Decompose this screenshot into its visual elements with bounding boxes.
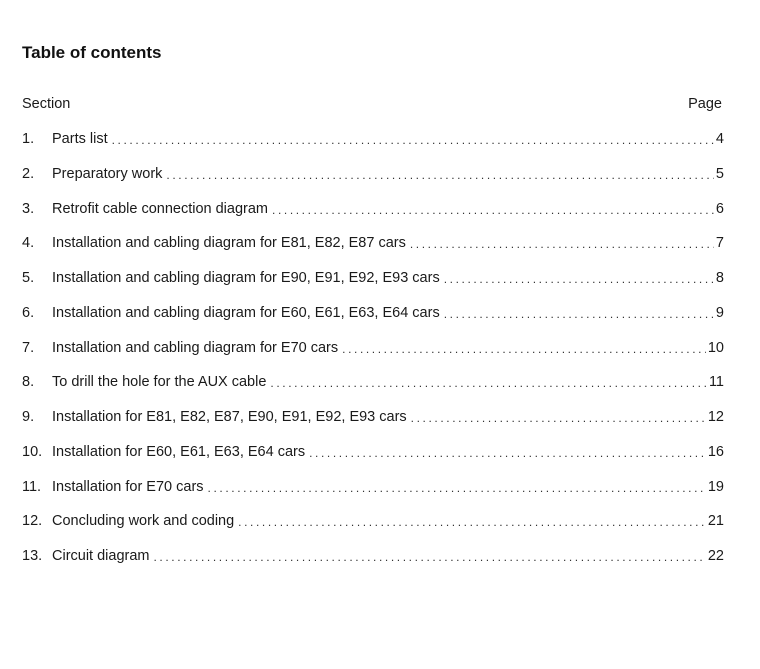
toc-entry-8[interactable] xyxy=(22,374,724,409)
toc-entry-number: 1. xyxy=(22,131,35,147)
toc-entry-label: Parts list xyxy=(52,131,108,147)
dot-leader xyxy=(272,202,714,218)
toc-entry-label: Installation for E60, E61, E63, E64 cars xyxy=(52,443,306,460)
toc-entry-number: 12. xyxy=(22,513,43,530)
toc-entry-page: 19 xyxy=(707,478,724,495)
toc-entry-label: Preparatory work xyxy=(52,165,163,182)
toc-entry-5[interactable] xyxy=(22,270,724,305)
toc-entry-label: Circuit diagram xyxy=(52,548,150,564)
toc-entry-1[interactable] xyxy=(22,131,724,166)
toc-list xyxy=(22,131,724,583)
toc-entry-number: 4. xyxy=(22,235,35,252)
toc-entry-label: Installation and cabling diagram for E70 cars xyxy=(52,339,339,356)
toc-entry-label: Installation for E70 cars xyxy=(52,478,204,495)
toc-entry-number: 7. xyxy=(22,339,35,356)
toc-entry-number: 5. xyxy=(22,270,35,286)
section-column-label: Section xyxy=(22,96,71,112)
toc-entry-page: 9 xyxy=(715,304,724,321)
dot-leader xyxy=(166,167,714,183)
toc-entry-page: 4 xyxy=(715,131,724,147)
toc-header xyxy=(22,96,722,116)
page-title: Table of contents xyxy=(22,43,162,62)
toc-entry-6[interactable] xyxy=(22,305,724,340)
page-column-label: Page xyxy=(688,96,722,112)
toc-entry-10[interactable] xyxy=(22,444,724,479)
dot-leader xyxy=(270,375,707,391)
toc-entry-page: 21 xyxy=(707,513,724,530)
toc-entry-label: Installation and cabling diagram for E81, E82, E87 cars xyxy=(52,235,406,252)
toc-entry-9[interactable] xyxy=(22,409,724,444)
toc-entry-page: 7 xyxy=(715,235,724,252)
dot-leader xyxy=(410,236,714,252)
dot-leader xyxy=(154,549,706,565)
toc-entry-number: 6. xyxy=(22,304,35,321)
toc-entry-3[interactable] xyxy=(22,201,724,236)
toc-entry-7[interactable] xyxy=(22,340,724,375)
toc-entry-number: 11. xyxy=(22,478,42,495)
toc-entry-13[interactable] xyxy=(22,548,724,583)
toc-entry-number: 8. xyxy=(22,374,35,391)
toc-entry-2[interactable] xyxy=(22,166,724,201)
toc-entry-label: Retrofit cable connection diagram xyxy=(52,200,269,217)
dot-leader xyxy=(342,341,706,357)
toc-entry-number: 2. xyxy=(22,165,35,182)
dot-leader xyxy=(411,410,706,426)
toc-entry-label: Concluding work and coding xyxy=(52,513,235,530)
toc-entry-label: Installation for E81, E82, E87, E90, E91, E92, E93 cars xyxy=(52,409,407,425)
toc-entry-page: 12 xyxy=(707,409,724,425)
toc-entry-4[interactable] xyxy=(22,235,724,270)
toc-entry-number: 10. xyxy=(22,443,43,460)
toc-entry-page: 8 xyxy=(715,270,724,286)
toc-entry-number: 9. xyxy=(22,409,35,425)
toc-entry-page: 5 xyxy=(715,165,724,182)
toc-entry-label: Installation and cabling diagram for E60, E61, E63, E64 cars xyxy=(52,304,440,321)
dot-leader xyxy=(444,306,714,322)
toc-entry-number: 3. xyxy=(22,200,35,217)
toc-entry-page: 16 xyxy=(707,443,724,460)
dot-leader xyxy=(112,132,714,148)
dot-leader xyxy=(309,445,706,461)
toc-entry-page: 11 xyxy=(708,374,724,391)
toc-entry-page: 22 xyxy=(707,548,724,564)
dot-leader xyxy=(238,514,706,530)
toc-entry-12[interactable] xyxy=(22,513,724,548)
toc-entry-11[interactable] xyxy=(22,479,724,514)
toc-entry-label: To drill the hole for the AUX cable xyxy=(52,374,267,391)
toc-entry-page: 6 xyxy=(715,200,724,217)
toc-entry-number: 13. xyxy=(22,548,43,564)
toc-entry-page: 10 xyxy=(707,339,724,356)
dot-leader xyxy=(444,271,714,287)
dot-leader xyxy=(208,480,706,496)
toc-entry-label: Installation and cabling diagram for E90, E91, E92, E93 cars xyxy=(52,270,440,286)
